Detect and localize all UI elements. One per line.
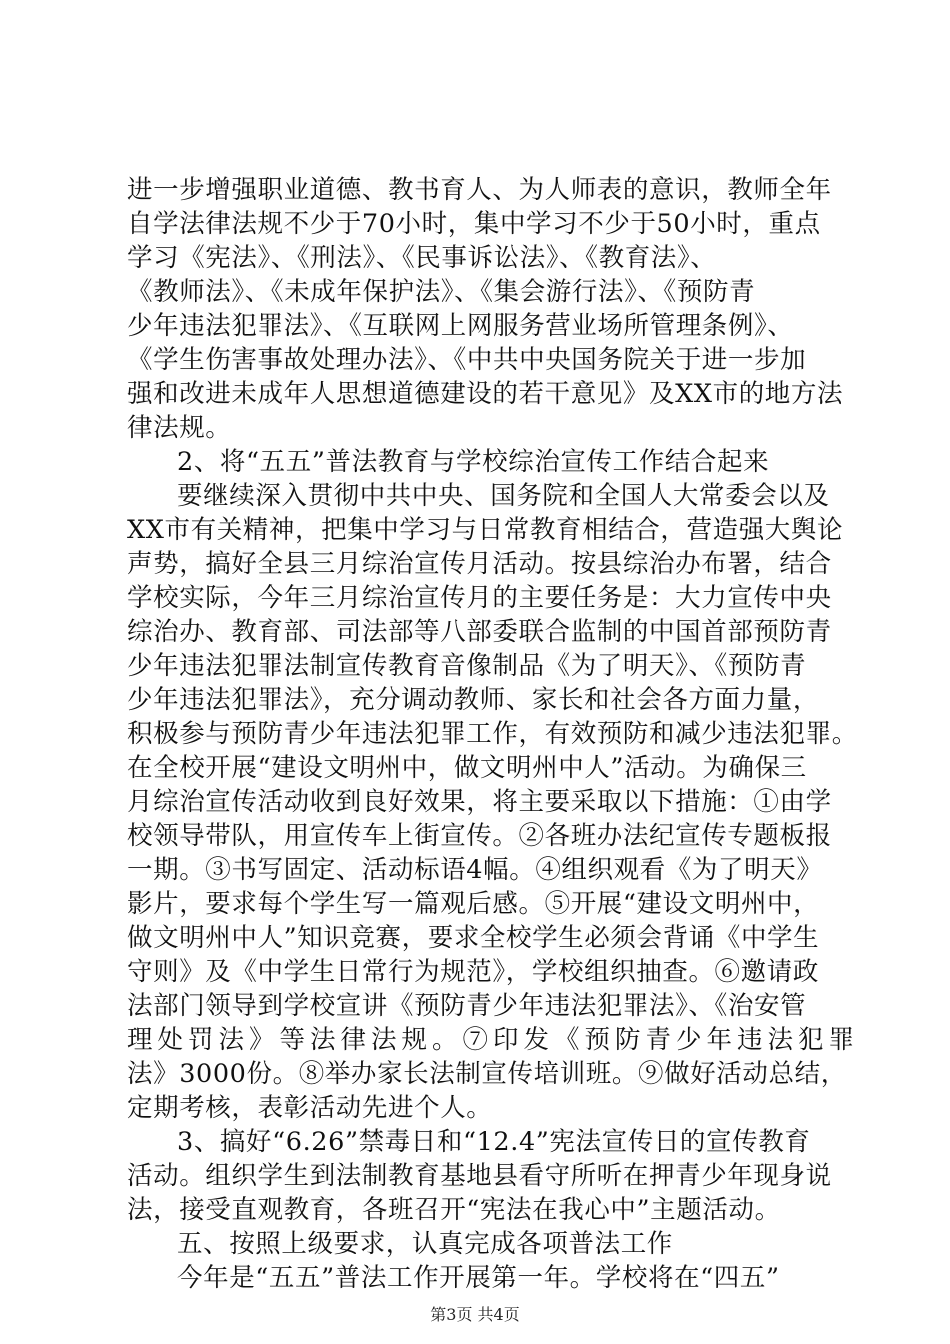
text-line-33: 今年是“五五”普法工作开展第一年。学校将在“四五”: [177, 1263, 780, 1293]
text-line-14: 综治办、教育部、司法部等八部委联合监制的中国首部预防青: [127, 617, 832, 647]
text-line-31: 法，接受直观教育，各班召开“宪法在我心中”主题活动。: [127, 1195, 781, 1225]
text-line-8: 律法规。: [127, 413, 232, 443]
text-line-6: 《学生伤害事故处理办法》、《中共中央国务院关于进一步加: [127, 345, 807, 375]
text-line-28: 定期考核，表彰活动先进个人。: [127, 1093, 493, 1123]
text-line-11: XX市有关精神，把集中学习与日常教育相结合，营造强大舆论: [127, 515, 844, 545]
text-line-24: 守则》及《中学生日常行为规范》，学校组织抽查。⑥邀请政: [127, 957, 819, 987]
text-line-27: 法》3000份。⑧举办家长法制宣传培训班。⑨做好活动总结，: [127, 1059, 847, 1089]
text-line-7: 强和改进未成年人思想道德建设的若干意见》及XX市的地方法: [127, 379, 844, 409]
text-line-30: 活动。组织学生到法制教育基地县看守所听在押青少年现身说: [127, 1161, 832, 1191]
section-heading-2: 2、将“五五”普法教育与学校综治宣传工作结合起来: [177, 447, 770, 477]
text-line-13: 学校实际，今年三月综治宣传月的主要任务是：大力宣传中央: [127, 583, 832, 613]
section-heading-5: 五、按照上级要求，认真完成各项普法工作: [177, 1229, 673, 1259]
text-line-19: 月综治宣传活动收到良好效果，将主要采取以下措施：①由学: [127, 787, 832, 817]
text-line-15: 少年违法犯罪法制宣传教育音像制品《为了明天》、《预防青: [127, 651, 807, 681]
page-number-footer: 第3页 共4页: [430, 1305, 520, 1324]
text-line-4: 《教师法》、《未成年保护法》、《集会游行法》、《预防青: [127, 277, 756, 307]
text-line-21: 一期。③书写固定、活动标语4幅。④组织观看《为了明天》: [127, 855, 823, 885]
text-line-25: 法部门领导到学校宣讲《预防青少年违法犯罪法》、《治安管: [127, 991, 807, 1021]
text-line-1: 进一步增强职业道德、教书育人、为人师表的意识，教师全年: [127, 175, 832, 205]
text-line-3: 学习《宪法》、《刑法》、《民事诉讼法》、《教育法》、: [127, 243, 717, 273]
text-line-23: 做文明州中人”知识竞赛，要求全校学生必须会背诵《中学生: [127, 923, 820, 953]
section-heading-3: 3、搞好“6.26”禁毒日和“12.4”宪法宣传日的宣传教育: [177, 1127, 811, 1157]
text-line-22: 影片，要求每个学生写一篇观后感。⑤开展“建设文明州中，: [127, 889, 820, 919]
text-line-12: 声势，搞好全县三月综治宣传月活动。按县综治办布署，结合: [127, 549, 832, 579]
text-line-17: 积极参与预防青少年违法犯罪工作，有效预防和减少违法犯罪。: [127, 719, 858, 749]
text-line-16: 少年违法犯罪法》，充分调动教师、家长和社会各方面力量，: [127, 685, 819, 715]
text-line-20: 校领导带队，用宣传车上街宣传。②各班办法纪宣传专题板报: [127, 821, 832, 851]
text-line-10: 要继续深入贯彻中共中央、国务院和全国人大常委会以及: [177, 481, 830, 511]
text-line-5: 少年违法犯罪法》、《互联网上网服务营业场所管理条例》、: [127, 311, 794, 341]
text-line-18: 在全校开展“建设文明州中，做文明州中人”活动。为确保三: [127, 753, 807, 783]
text-line-2: 自学法律法规不少于70小时，集中学习不少于50小时，重点: [127, 209, 821, 239]
text-line-26: 理处罚法》等法律法规。⑦印发《预防青少年违法犯罪: [127, 1025, 860, 1055]
